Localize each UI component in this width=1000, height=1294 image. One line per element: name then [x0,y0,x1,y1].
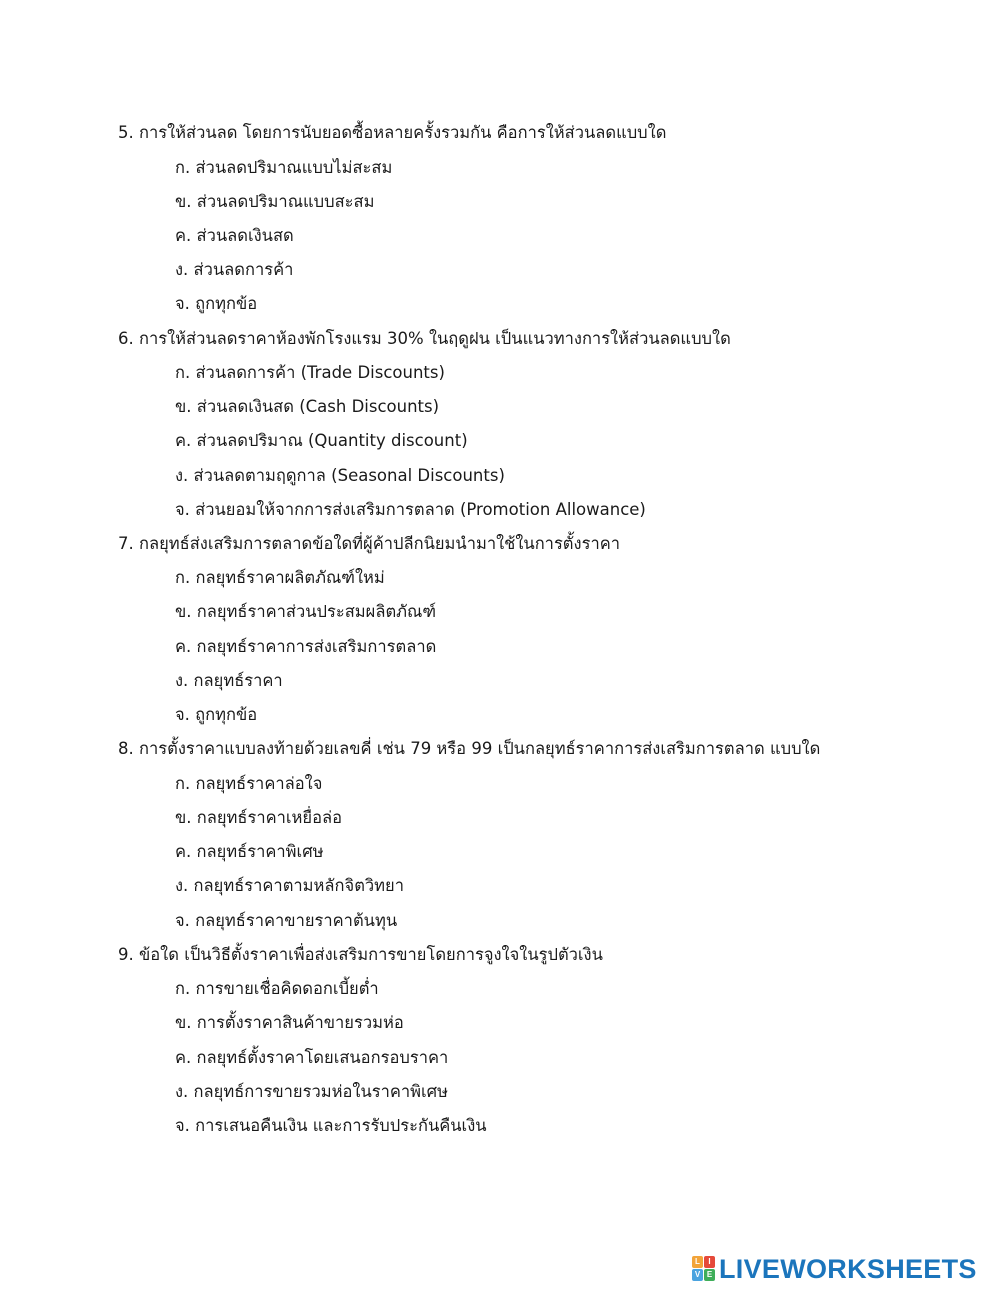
question-9-choice-a[interactable]: ก. การขายเชื่อคิดดอกเบี้ยต่ำ [175,979,379,998]
question-7-choice-e[interactable]: จ. ถูกทุกข้อ [175,705,258,724]
question-8-choice-b[interactable]: ข. กลยุทธ์ราคาเหยื่อล่อ [175,808,343,827]
question-6-choice-e[interactable]: จ. ส่วนยอมให้จากการส่งเสริมการตลาด (Promotion Allowance) [175,500,646,519]
question-9-choice-c[interactable]: ค. กลยุทธ์ตั้งราคาโดยเสนอกรอบราคา [175,1048,449,1067]
logo-mark-square: L [692,1256,703,1268]
question-7-choice-a[interactable]: ก. กลยุทธ์ราคาผลิตภัณฑ์ใหม่ [175,568,385,587]
question-6: 6. การให้ส่วนลดราคาห้องพักโรงแรม 30% ในฤดูฝน เป็นแนวทางการให้ส่วนลดแบบใด [118,329,731,348]
question-8-choice-d[interactable]: ง. กลยุทธ์ราคาตามหลักจิตวิทยา [175,876,404,895]
question-7: 7. กลยุทธ์ส่งเสริมการตลาดข้อใดที่ผู้ค้าปลีกนิยมนำมาใช้ในการตั้งราคา [118,534,621,553]
question-7-choice-d[interactable]: ง. กลยุทธ์ราคา [175,671,283,690]
question-5: 5. การให้ส่วนลด โดยการนับยอดซื้อหลายครั้งรวมกัน คือการให้ส่วนลดแบบใด [118,123,667,142]
liveworksheets-logo-icon [692,1256,716,1282]
question-5-choice-c[interactable]: ค. ส่วนลดเงินสด [175,226,294,245]
question-9-choice-b[interactable]: ข. การตั้งราคาสินค้าขายรวมห่อ [175,1013,404,1032]
logo-mark-square: E [704,1269,715,1281]
logo-mark-square: V [692,1269,703,1281]
question-8-choice-c[interactable]: ค. กลยุทธ์ราคาพิเศษ [175,842,324,861]
question-6-choice-b[interactable]: ข. ส่วนลดเงินสด (Cash Discounts) [175,397,440,416]
question-9-choice-e[interactable]: จ. การเสนอคืนเงิน และการรับประกันคืนเงิน [175,1116,487,1135]
liveworksheets-logo-text: LIVEWORKSHEETS [719,1254,977,1284]
question-5-choice-a[interactable]: ก. ส่วนลดปริมาณแบบไม่สะสม [175,158,393,177]
question-8-choice-e[interactable]: จ. กลยุทธ์ราคาขายราคาต้นทุน [175,911,398,930]
question-8-choice-a[interactable]: ก. กลยุทธ์ราคาล่อใจ [175,774,323,793]
question-5-choice-e[interactable]: จ. ถูกทุกข้อ [175,294,258,313]
question-9: 9. ข้อใด เป็นวิธีตั้งราคาเพื่อส่งเสริมการขายโดยการจูงใจในรูปตัวเงิน [118,945,603,964]
liveworksheets-logo[interactable] [692,1254,977,1284]
logo-mark-square: I [704,1256,715,1268]
question-7-choice-b[interactable]: ข. กลยุทธ์ราคาส่วนประสมผลิตภัณฑ์ [175,602,437,621]
question-8: 8. การตั้งราคาแบบลงท้ายด้วยเลขคี่ เช่น 79 หรือ 99 เป็นกลยุทธ์ราคาการส่งเสริมการตลาด แบบใด [118,739,821,758]
question-7-choice-c[interactable]: ค. กลยุทธ์ราคาการส่งเสริมการตลาด [175,637,437,656]
question-5-choice-b[interactable]: ข. ส่วนลดปริมาณแบบสะสม [175,192,375,211]
question-6-choice-d[interactable]: ง. ส่วนลดตามฤดูกาล (Seasonal Discounts) [175,466,505,485]
question-6-choice-a[interactable]: ก. ส่วนลดการค้า (Trade Discounts) [175,363,445,382]
question-5-choice-d[interactable]: ง. ส่วนลดการค้า [175,260,294,279]
question-6-choice-c[interactable]: ค. ส่วนลดปริมาณ (Quantity discount) [175,431,468,450]
question-9-choice-d[interactable]: ง. กลยุทธ์การขายรวมห่อในราคาพิเศษ [175,1082,449,1101]
